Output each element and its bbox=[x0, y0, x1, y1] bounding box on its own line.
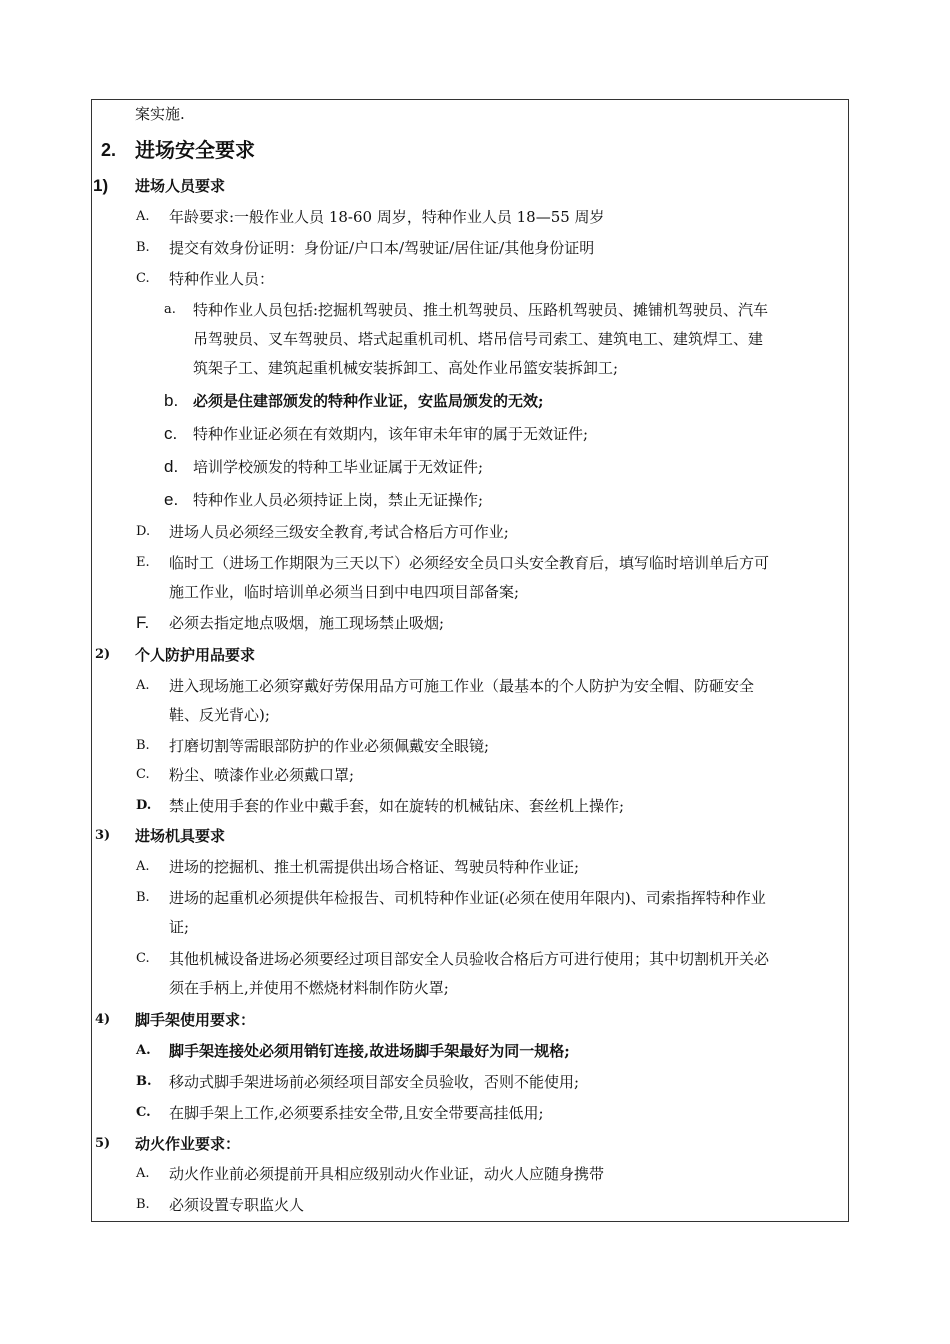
list-marker: B. bbox=[136, 738, 150, 753]
document-frame bbox=[91, 99, 849, 1222]
section-title: 进场安全要求 bbox=[135, 138, 255, 162]
list-marker: B. bbox=[136, 1197, 150, 1212]
sub-list-marker: b. bbox=[164, 391, 179, 410]
sub-list-text: 培训学校颁发的特种工毕业证属于无效证件; bbox=[193, 458, 484, 476]
sub-list-text: 吊驾驶员、叉车驾驶员、塔式起重机司机、塔吊信号司索工、建筑电工、建筑焊工、建 bbox=[193, 330, 764, 348]
list-marker: A. bbox=[136, 209, 150, 224]
list-text: 特种作业人员： bbox=[169, 270, 275, 288]
list-text: 进场的起重机必须提供年检报告、司机特种作业证(必须在使用年限内)、司索指挥特种作业 bbox=[169, 889, 766, 907]
list-text: 禁止使用手套的作业中戴手套，如在旋转的机械钻床、套丝机上操作; bbox=[169, 797, 625, 815]
subsection-title: 进场机具要求 bbox=[135, 827, 226, 845]
list-marker: B. bbox=[136, 890, 150, 905]
list-marker: C. bbox=[136, 1105, 151, 1120]
sub-list-text: 特种作业人员必须持证上岗，禁止无证操作; bbox=[193, 491, 484, 509]
list-text: 进场的挖掘机、推土机需提供出场合格证、驾驶员特种作业证; bbox=[169, 858, 580, 876]
sub-list-marker: a. bbox=[164, 302, 176, 317]
list-text: 粉尘、喷漆作业必须戴口罩; bbox=[169, 766, 355, 784]
section-number: 2. bbox=[101, 140, 117, 160]
subsection-number: 4) bbox=[95, 1012, 111, 1027]
list-text: 须在手柄上,并使用不燃烧材料制作防火罩; bbox=[169, 979, 449, 997]
list-text: 在脚手架上工作,必须要系挂安全带,且安全带要高挂低用; bbox=[169, 1104, 544, 1122]
list-text: 鞋、反光背心); bbox=[169, 706, 270, 724]
list-text: 施工作业，临时培训单必须当日到中电四项目部备案; bbox=[169, 583, 520, 601]
list-text: 进入现场施工必须穿戴好劳保用品方可施工作业（最基本的个人防护为安全帽、防砸安全 bbox=[169, 677, 755, 695]
sub-list-marker: c. bbox=[164, 424, 178, 443]
list-marker: D. bbox=[136, 524, 151, 539]
subsection-title: 脚手架使用要求： bbox=[135, 1011, 256, 1029]
subsection-title: 个人防护用品要求 bbox=[135, 646, 256, 664]
list-text: 提交有效身份证明：身份证/户口本/驾驶证/居住证/其他身份证明 bbox=[169, 239, 595, 257]
list-marker: F. bbox=[136, 613, 150, 632]
list-text: 打磨切割等需眼部防护的作业必须佩戴安全眼镜; bbox=[169, 737, 490, 755]
list-text: 必须去指定地点吸烟，施工现场禁止吸烟; bbox=[169, 614, 445, 632]
sub-list-text: 筑架子工、建筑起重机械安装拆卸工、高处作业吊篮安装拆卸工; bbox=[193, 359, 619, 377]
list-text: 证; bbox=[169, 918, 190, 936]
list-text: 动火作业前必须提前开具相应级别动火作业证，动火人应随身携带 bbox=[169, 1165, 605, 1183]
subsection-number: 3) bbox=[95, 828, 111, 843]
list-marker: B. bbox=[136, 240, 150, 255]
sub-list-text: 必须是住建部颁发的特种作业证，安监局颁发的无效; bbox=[193, 392, 544, 410]
list-marker: B. bbox=[136, 1074, 152, 1089]
list-text: 移动式脚手架进场前必须经项目部安全员验收，否则不能使用; bbox=[169, 1073, 580, 1091]
sub-list-marker: e. bbox=[164, 490, 179, 509]
sub-list-text: 特种作业人员包括:挖掘机驾驶员、推土机驾驶员、压路机驾驶员、摊铺机驾驶员、汽车 bbox=[193, 301, 769, 319]
list-marker: D. bbox=[136, 798, 152, 813]
subsection-number: 1) bbox=[93, 176, 109, 195]
list-marker: C. bbox=[136, 951, 150, 966]
list-text: 脚手架连接处必须用销钉连接,故进场脚手架最好为同一规格; bbox=[169, 1042, 570, 1060]
list-marker: A. bbox=[136, 1166, 150, 1181]
list-text: 必须设置专职监火人 bbox=[169, 1196, 305, 1214]
subsection-number: 2) bbox=[95, 647, 111, 662]
list-text: 年龄要求:一般作业人员 18-60 周岁，特种作业人员 18—55 周岁 bbox=[169, 208, 605, 226]
sub-list-text: 特种作业证必须在有效期内，该年审未年审的属于无效证件; bbox=[193, 425, 589, 443]
list-text: 临时工（进场工作期限为三天以下）必须经安全员口头安全教育后，填写临时培训单后方可 bbox=[169, 554, 770, 572]
list-text: 进场人员必须经三级安全教育,考试合格后方可作业; bbox=[169, 523, 509, 541]
list-marker: C. bbox=[136, 271, 150, 286]
subsection-title: 动火作业要求： bbox=[135, 1135, 241, 1153]
continued-text: 案实施. bbox=[135, 105, 185, 123]
list-marker: A. bbox=[136, 1043, 151, 1058]
sub-list-marker: d. bbox=[164, 457, 179, 476]
subsection-number: 5) bbox=[95, 1136, 111, 1151]
list-marker: A. bbox=[136, 678, 150, 693]
list-marker: E. bbox=[136, 555, 150, 570]
list-marker: C. bbox=[136, 767, 150, 782]
list-text: 其他机械设备进场必须要经过项目部安全人员验收合格后方可进行使用；其中切割机开关必 bbox=[169, 950, 770, 968]
subsection-title: 进场人员要求 bbox=[135, 177, 226, 195]
list-marker: A. bbox=[136, 859, 150, 874]
